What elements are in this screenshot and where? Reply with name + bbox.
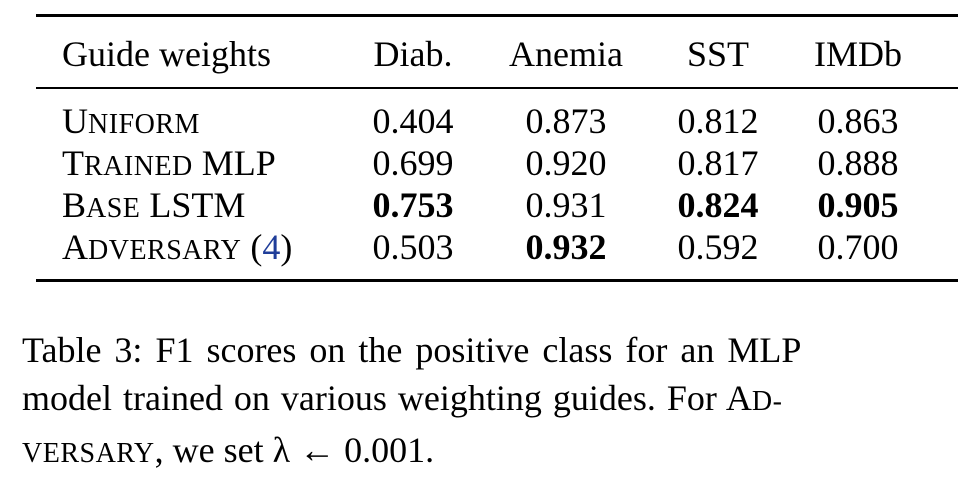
table-cell-best: 0.824	[677, 185, 759, 225]
header-anemia: Anemia	[509, 34, 623, 74]
row-label-uniform: UNIFORM	[62, 101, 200, 141]
row-label-base-lstm: BASE LSTM	[62, 185, 246, 225]
table-cell: 0.812	[677, 101, 759, 141]
caption-line-2: model trained on various weighting guides. For AD-	[22, 378, 783, 418]
table-cell: 0.592	[677, 227, 759, 267]
table-caption	[22, 326, 946, 478]
table-cell: 0.699	[372, 143, 454, 183]
table-cell-best: 0.753	[372, 185, 454, 225]
table-cell: 0.931	[525, 185, 607, 225]
table-cell: 0.888	[817, 143, 899, 183]
table-header-rule	[36, 87, 958, 89]
table-cell-best: 0.905	[817, 185, 899, 225]
caption-line-3: VERSARY, we set λ ← 0.001.	[22, 430, 435, 470]
header-imdb: IMDb	[814, 34, 902, 74]
caption-line-1: Table 3: F1 scores on the positive class for an MLP	[22, 330, 802, 370]
table-cell: 0.503	[372, 227, 454, 267]
table-cell: 0.700	[817, 227, 899, 267]
table-cell: 0.817	[677, 143, 759, 183]
header-guide-weights: Guide weights	[62, 34, 271, 74]
row-label-adversary: ADVERSARY (4)	[62, 227, 293, 267]
table-cell-best: 0.932	[525, 227, 607, 267]
header-diab: Diab.	[373, 34, 453, 74]
row-label-trained-mlp: TRAINED MLP	[62, 143, 276, 183]
equation-ref-link[interactable]: 4	[262, 227, 281, 267]
table-top-rule	[36, 14, 958, 17]
table-bottom-rule	[36, 279, 958, 282]
table-cell: 0.404	[372, 101, 454, 141]
table-cell: 0.873	[525, 101, 607, 141]
table-cell: 0.863	[817, 101, 899, 141]
table-cell: 0.920	[525, 143, 607, 183]
header-sst: SST	[686, 34, 750, 74]
